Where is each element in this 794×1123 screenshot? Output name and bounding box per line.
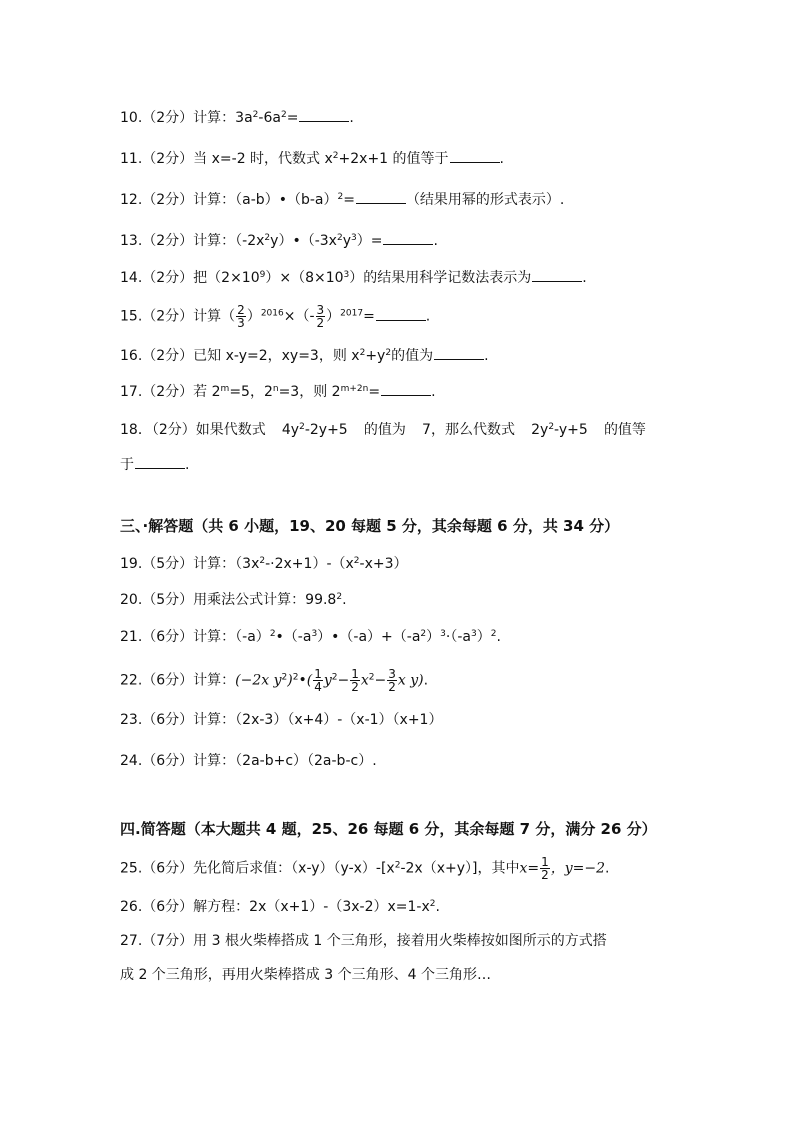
question-18-line2: 于 . — [120, 457, 190, 473]
section-heading-4: 四.简答题（本大题共 4 题，25、26 每题 6 分，其余每题 7 分，满分 26 分） — [120, 820, 657, 838]
question-21: 21.（6分）计算：$(-a)^2•(-a^3)•(-a)+(-a^2)^3\cdot(-a^3)^2$. — [120, 629, 501, 645]
question-10: 10.（2分）计算：$3a^2-6a^2=$ . — [120, 110, 354, 126]
question-19: 19.（5分）计算：$(3x^2-\cdot 2x+1)-(x^2-x+3)$ — [120, 556, 408, 572]
section-heading-3: 三、·解答题（共 6 小题，19、20 每题 5 分，其余每题 6 分，共 34 分） — [120, 517, 620, 535]
answer-blank[interactable] — [356, 190, 406, 204]
fraction: $\frac{2}{3}$ — [237, 303, 245, 330]
fraction: $\frac{1}{2}$ — [351, 667, 359, 694]
question-27-line1: 27.（7分）用 3 根火柴棒搭成 1 个三角形，接着用火柴棒按如图所示的方式搭 — [120, 933, 607, 949]
question-17: 17.（2分）若 $2^m=5$，$2^n=3$，则 $2^{m+2n}=$ . — [120, 384, 436, 400]
question-11: 11.（2分）当 x=-2 时，代数式 $x^2+2x+1$ 的值等于 . — [120, 151, 504, 167]
question-16: 16.（2分）已知 x-y=2，xy=3，则 $x^2+y^2$的值为 . — [120, 348, 489, 364]
answer-blank[interactable] — [434, 346, 484, 360]
answer-blank[interactable] — [532, 268, 582, 282]
fraction: $\frac{3}{2}$ — [316, 303, 325, 330]
question-25: 25.（6分）先化简后求值：$(x-y)(y-x)-[x^2-2x(x+y)]$，其中x= $\frac{1}{2}$ ，y=−2. — [120, 855, 610, 882]
fraction: $\frac{3}{2}$ — [388, 667, 396, 694]
question-22: 22.（6分）计算：(−2x $y^2)^2•$( $\frac{1}{4}$ $y^2-$ $\frac{1}{2}$ $x^2-$ $\frac{3}{2}$ x y). — [120, 667, 429, 694]
question-20: 20.（5分）用乘法公式计算：99.8$^2$. — [120, 592, 347, 608]
question-12: 12.（2分）计算：$(a-b)•(b-a)^2=$ （结果用幂的形式表示）. — [120, 192, 565, 208]
question-24: 24.（6分）计算：（2a-b+c）（2a-b-c）. — [120, 753, 377, 769]
answer-blank[interactable] — [383, 231, 433, 245]
answer-blank[interactable] — [299, 108, 349, 122]
fraction: $\frac{1}{2}$ — [541, 855, 549, 882]
question-27-line2: 成 2 个三角形，再用火柴棒搭成 3 个三角形、4 个三角形… — [120, 967, 491, 983]
fraction: $\frac{1}{4}$ — [314, 667, 322, 694]
question-13: 13.（2分）计算：$(-2x^2y)•(-3x^2y^3)=$ . — [120, 233, 438, 249]
answer-blank[interactable] — [135, 455, 185, 469]
question-15: 15.（2分）计算（ $\frac{2}{3}$ ）$^{2016}$×（- $\frac{3}{2}$ ）$^{2017}$= . — [120, 303, 431, 330]
answer-blank[interactable] — [381, 382, 431, 396]
answer-blank[interactable] — [450, 149, 500, 163]
question-26: 26.（6分）解方程：$2x(x+1)-(3x-2)x=1-x^2$. — [120, 899, 440, 915]
question-14: 14.（2分）把$(2\times 10^9)\times(8\times 10^3)$的结果用科学记数法表示为 . — [120, 270, 587, 286]
question-18: 18．（2分）如果代数式 $4y^2-2y+5$ 的值为 7，那么代数式 $2y^2-y+5$ 的值等 — [120, 422, 646, 438]
answer-blank[interactable] — [376, 307, 426, 321]
question-23: 23.（6分）计算：（2x-3）（x+4）-（x-1）（x+1） — [120, 712, 443, 728]
